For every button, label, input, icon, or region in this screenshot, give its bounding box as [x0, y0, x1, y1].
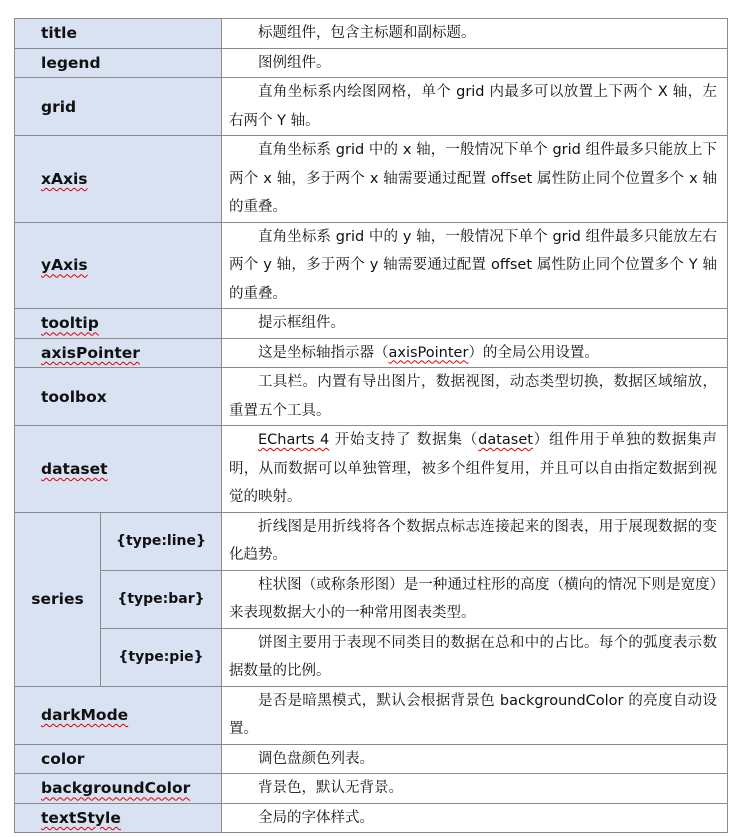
- table-row: [15, 222, 728, 309]
- table-row: [15, 426, 728, 513]
- table-row: [15, 19, 728, 49]
- option-key-text: xAxis: [41, 169, 88, 188]
- option-desc: 直角坐标系 grid 中的 y 轴，一般情况下单个 grid 组件最多只能放左右两个 y 轴，多于两个 y 轴需要通过配置 offset 属性防止同个位置多个 Y 轴的重叠。: [222, 222, 728, 309]
- option-desc: [222, 338, 728, 368]
- option-desc: 背景色，默认无背景。: [222, 774, 728, 804]
- desc-term: ECharts 4: [258, 432, 330, 448]
- option-desc: 标题组件，包含主标题和副标题。: [222, 19, 728, 49]
- series-type: {type:bar}: [101, 570, 222, 628]
- table-row: [15, 368, 728, 426]
- option-key-text: backgroundColor: [41, 779, 191, 798]
- table-row: [15, 309, 728, 339]
- option-desc: 饼图主要用于表现不同类目的数据在总和中的占比。每个的弧度表示数据数量的比例。: [222, 628, 728, 686]
- option-key-text: dataset: [41, 459, 108, 478]
- option-desc: 提示框组件。: [222, 309, 728, 339]
- option-key: [15, 19, 222, 49]
- option-desc: [222, 426, 728, 513]
- option-desc: 全局的字体样式。: [222, 803, 728, 833]
- desc-text: ）的全局公用设置。: [468, 344, 599, 361]
- series-type: {type:pie}: [101, 628, 222, 686]
- echarts-options-table: [14, 18, 728, 833]
- option-key: [15, 744, 222, 774]
- option-key: [15, 774, 222, 804]
- option-key: [15, 803, 222, 833]
- option-desc: 折线图是用折线将各个数据点标志连接起来的图表，用于展现数据的变化趋势。: [222, 512, 728, 570]
- option-key-text: grid: [41, 97, 77, 116]
- option-key-text: darkMode: [41, 706, 129, 724]
- option-key: [15, 48, 222, 78]
- option-key: [15, 136, 222, 223]
- option-desc: 直角坐标系内绘图网格，单个 grid 内最多可以放置上下两个 X 轴，左右两个 Y 轴。: [222, 78, 728, 136]
- option-key-text: axisPointer: [41, 343, 140, 362]
- table-row: [15, 686, 728, 744]
- option-key: [15, 686, 222, 744]
- option-key-text: yAxis: [41, 256, 88, 275]
- option-desc: 工具栏。内置有导出图片，数据视图，动态类型切换，数据区域缩放，重置五个工具。: [222, 368, 728, 426]
- option-key-text: tooltip: [41, 314, 99, 333]
- option-key-text: color: [41, 749, 85, 768]
- option-key: [15, 426, 222, 513]
- option-key: [15, 512, 101, 686]
- option-key: [15, 309, 222, 339]
- desc-text: 这是坐标轴指示器（: [258, 344, 389, 361]
- table-row: [15, 48, 728, 78]
- option-key: [15, 368, 222, 426]
- option-key-text: legend: [41, 53, 101, 72]
- option-key-text: title: [41, 24, 77, 43]
- table-row: [15, 78, 728, 136]
- table-row: [15, 136, 728, 223]
- option-key: [15, 78, 222, 136]
- option-desc: 柱状图（或称条形图）是一种通过柱形的高度（横向的情况下则是宽度）来表现数据大小的一种常用图表类型。: [222, 570, 728, 628]
- table-row: [15, 628, 728, 686]
- option-key-text: textStyle: [41, 808, 121, 827]
- table-row: [15, 570, 728, 628]
- desc-term: dataset: [478, 432, 533, 448]
- desc-term: axisPointer: [388, 344, 469, 361]
- option-desc: 图例组件。: [222, 48, 728, 78]
- table-row: [15, 774, 728, 804]
- table-row: [15, 744, 728, 774]
- table-row: [15, 512, 728, 570]
- option-key: [15, 338, 222, 368]
- table-row: [15, 803, 728, 833]
- desc-text: ）组件用于单独的数据集声明，从而数据可以单独管理，被多个组件复用，并且可以自由指定数据到视觉的映射。: [229, 432, 717, 505]
- desc-text: 开始支持了 数据集（: [329, 432, 479, 448]
- option-key-text: toolbox: [41, 387, 107, 406]
- option-desc: 是否是暗黑模式，默认会根据背景色 backgroundColor 的亮度自动设置。: [222, 686, 728, 744]
- option-key: [15, 222, 222, 309]
- table-row: [15, 338, 728, 368]
- option-desc: 调色盘颜色列表。: [222, 744, 728, 774]
- series-type: {type:line}: [101, 512, 222, 570]
- option-key-text: series: [31, 590, 84, 608]
- option-desc: 直角坐标系 grid 中的 x 轴，一般情况下单个 grid 组件最多只能放上下两个 x 轴，多于两个 x 轴需要通过配置 offset 属性防止同个位置多个 x 轴的重叠。: [222, 136, 728, 223]
